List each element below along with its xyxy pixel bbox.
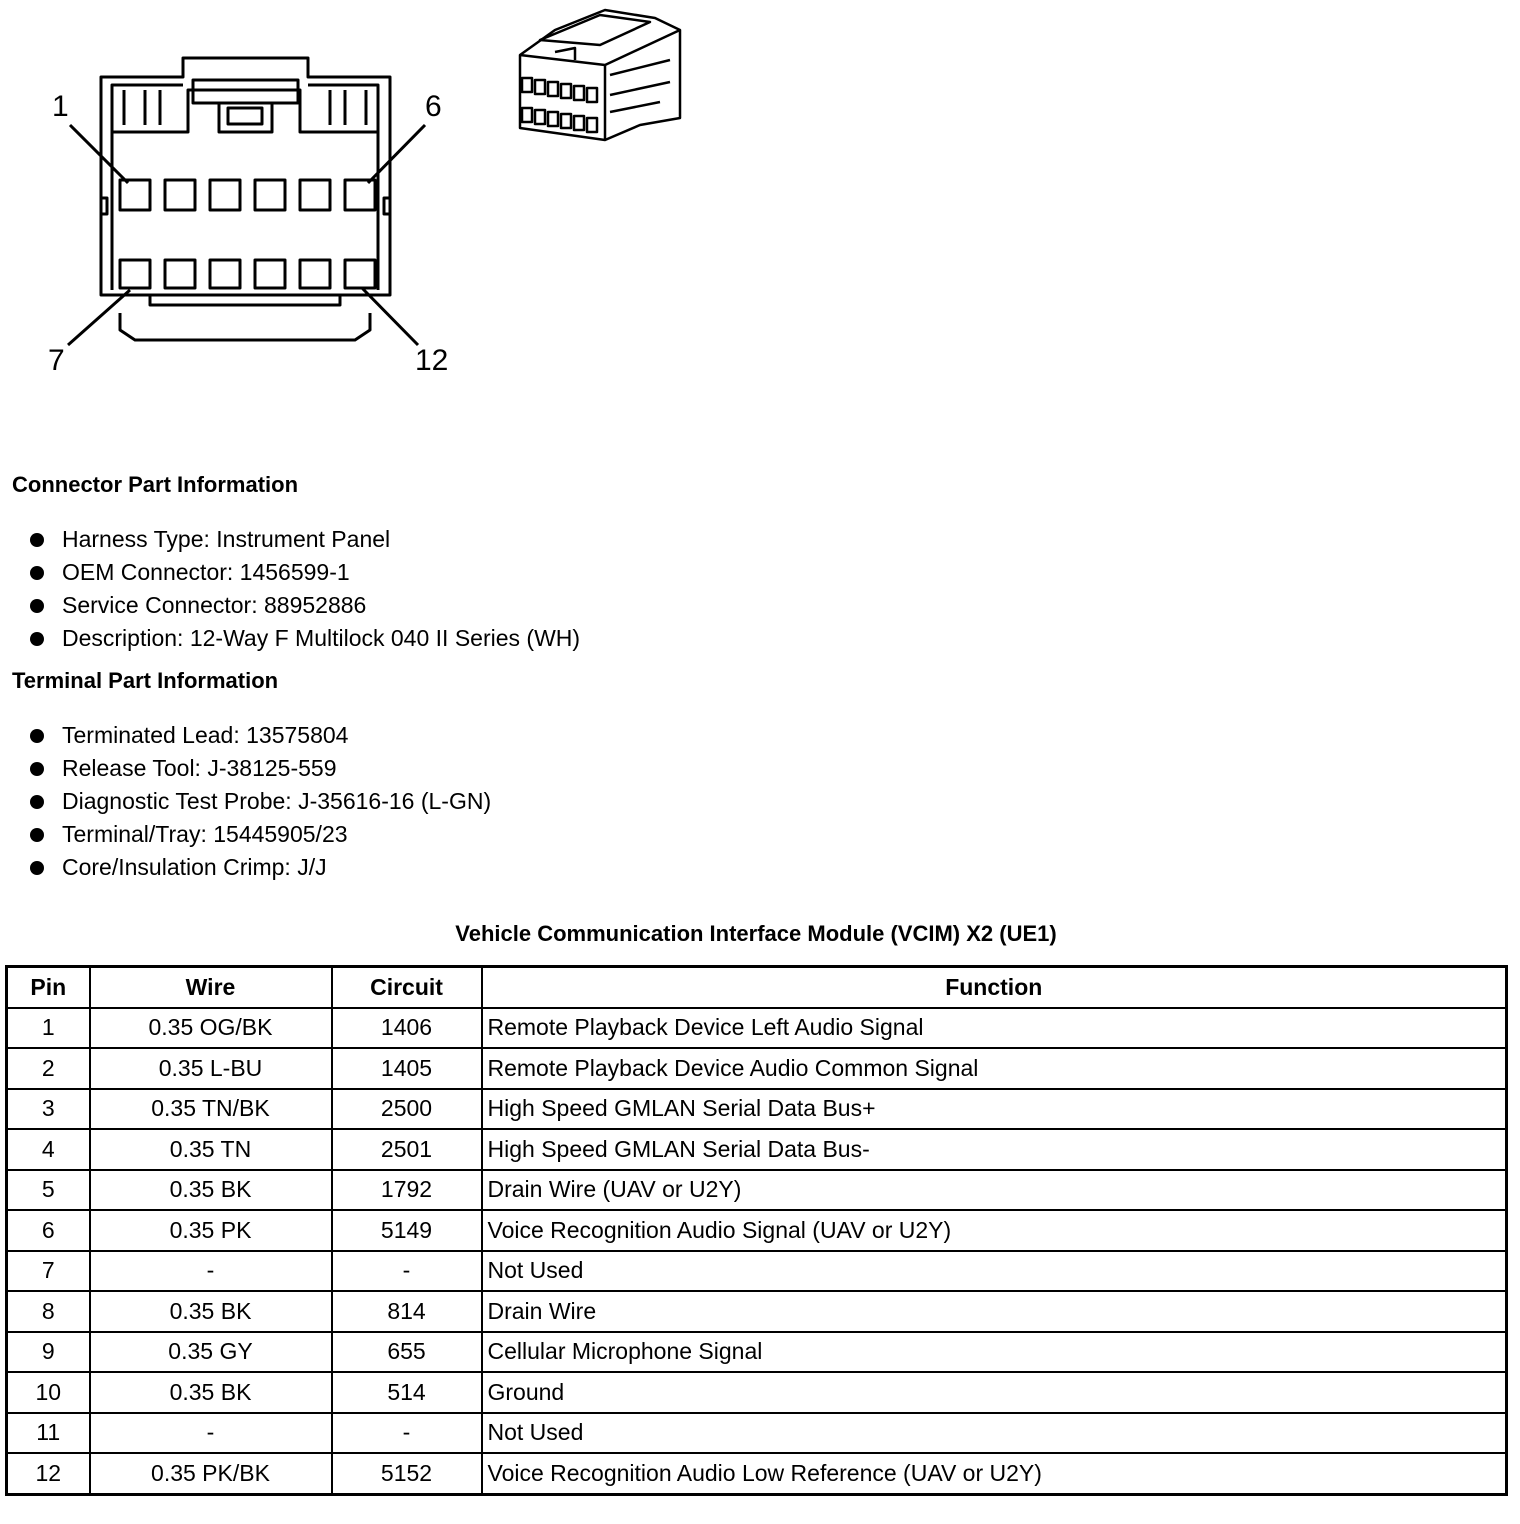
cell-circuit: - [332, 1413, 482, 1454]
cell-pin: 6 [7, 1210, 90, 1251]
cell-wire: 0.35 PK [90, 1210, 332, 1251]
cell-pin: 10 [7, 1372, 90, 1413]
bullet-icon [30, 566, 44, 580]
cell-circuit: - [332, 1251, 482, 1292]
bullet-icon [30, 729, 44, 743]
table-row [7, 1170, 1507, 1211]
cell-pin: 7 [7, 1251, 90, 1292]
list-item [30, 786, 491, 819]
cell-circuit: 1792 [332, 1170, 482, 1211]
list-item [30, 720, 491, 753]
list-item-text: Terminal/Tray: 15445905/23 [62, 821, 348, 847]
cell-function: Cellular Microphone Signal [482, 1332, 1507, 1373]
col-header-pin: Pin [7, 967, 90, 1008]
table-row [7, 1291, 1507, 1332]
table-row [7, 1251, 1507, 1292]
cell-wire: 0.35 BK [90, 1372, 332, 1413]
list-item-text: Diagnostic Test Probe: J-35616-16 (L-GN) [62, 788, 492, 814]
cell-wire: 0.35 BK [90, 1291, 332, 1332]
list-item-text: Description: 12-Way F Multilock 040 II Series (WH) [62, 625, 581, 651]
table-row [7, 1089, 1507, 1130]
connector-3d-thumbnail [520, 10, 680, 140]
cell-circuit: 5152 [332, 1453, 482, 1494]
col-header-wire: Wire [90, 967, 332, 1008]
cell-pin: 5 [7, 1170, 90, 1211]
cell-function: Voice Recognition Audio Signal (UAV or U2Y) [482, 1210, 1507, 1251]
list-item [30, 623, 580, 656]
cell-wire: 0.35 TN [90, 1129, 332, 1170]
cell-function: Remote Playback Device Left Audio Signal [482, 1008, 1507, 1049]
cell-function: Remote Playback Device Audio Common Signal [482, 1048, 1507, 1089]
cell-pin: 11 [7, 1413, 90, 1454]
cell-circuit: 2500 [332, 1089, 482, 1130]
col-header-circuit: Circuit [332, 967, 482, 1008]
cell-pin: 4 [7, 1129, 90, 1170]
pin-table [5, 965, 1508, 1496]
cell-pin: 1 [7, 1008, 90, 1049]
list-item [30, 753, 491, 786]
cell-function: Drain Wire (UAV or U2Y) [482, 1170, 1507, 1211]
list-item [30, 524, 580, 557]
cell-pin: 2 [7, 1048, 90, 1089]
cell-wire: 0.35 L-BU [90, 1048, 332, 1089]
cell-circuit: 2501 [332, 1129, 482, 1170]
list-item-text: OEM Connector: 1456599-1 [62, 559, 350, 585]
cell-pin: 9 [7, 1332, 90, 1373]
table-row [7, 1048, 1507, 1089]
cell-circuit: 814 [332, 1291, 482, 1332]
cell-function: Drain Wire [482, 1291, 1507, 1332]
cell-pin: 3 [7, 1089, 90, 1130]
pin-table-body [7, 1008, 1507, 1495]
pin-callout-6: 6 [425, 90, 442, 123]
cell-function: Ground [482, 1372, 1507, 1413]
pin-table-title: Vehicle Communication Interface Module (VCIM) X2 (UE1) [455, 921, 1057, 946]
cell-circuit: 1406 [332, 1008, 482, 1049]
bullet-icon [30, 861, 44, 875]
cell-wire: 0.35 PK/BK [90, 1453, 332, 1494]
cell-wire: - [90, 1413, 332, 1454]
list-item-text: Service Connector: 88952886 [62, 592, 367, 618]
cell-function: High Speed GMLAN Serial Data Bus+ [482, 1089, 1507, 1130]
pin-callout-1: 1 [52, 90, 69, 123]
table-header-row [7, 967, 1507, 1008]
cell-wire: 0.35 BK [90, 1170, 332, 1211]
list-item-text: Core/Insulation Crimp: J/J [62, 854, 327, 880]
col-header-function: Function [482, 967, 1507, 1008]
cell-wire: 0.35 TN/BK [90, 1089, 332, 1130]
connector-part-info-heading: Connector Part Information [12, 472, 299, 497]
list-item [30, 819, 491, 852]
list-item-text: Release Tool: J-38125-559 [62, 755, 337, 781]
cell-circuit: 1405 [332, 1048, 482, 1089]
list-item [30, 852, 491, 885]
table-row [7, 1332, 1507, 1373]
table-row [7, 1372, 1507, 1413]
bullet-icon [30, 795, 44, 809]
table-row [7, 1008, 1507, 1049]
bullet-icon [30, 762, 44, 776]
list-item-text: Terminated Lead: 13575804 [62, 722, 349, 748]
cell-circuit: 5149 [332, 1210, 482, 1251]
cell-circuit: 655 [332, 1332, 482, 1373]
bullet-icon [30, 632, 44, 646]
bullet-icon [30, 828, 44, 842]
cell-pin: 12 [7, 1453, 90, 1494]
cell-wire: 0.35 OG/BK [90, 1008, 332, 1049]
cell-function: Not Used [482, 1413, 1507, 1454]
connector-part-info-list [30, 524, 580, 656]
cell-function: Not Used [482, 1251, 1507, 1292]
terminal-part-info-list [30, 720, 491, 885]
terminal-part-info-heading: Terminal Part Information [12, 668, 279, 693]
cell-pin: 8 [7, 1291, 90, 1332]
connector-face-diagram [0, 0, 700, 400]
list-item [30, 590, 580, 623]
bullet-icon [30, 599, 44, 613]
bullet-icon [30, 533, 44, 547]
table-row [7, 1129, 1507, 1170]
cell-function: Voice Recognition Audio Low Reference (UAV or U2Y) [482, 1453, 1507, 1494]
list-item-text: Harness Type: Instrument Panel [62, 526, 391, 552]
cell-wire: - [90, 1251, 332, 1292]
list-item [30, 557, 580, 590]
table-row [7, 1413, 1507, 1454]
cell-circuit: 514 [332, 1372, 482, 1413]
pin-callout-12: 12 [415, 344, 449, 377]
table-row [7, 1210, 1507, 1251]
table-row [7, 1453, 1507, 1494]
pin-callout-7: 7 [48, 344, 65, 377]
cell-wire: 0.35 GY [90, 1332, 332, 1373]
cell-function: High Speed GMLAN Serial Data Bus- [482, 1129, 1507, 1170]
